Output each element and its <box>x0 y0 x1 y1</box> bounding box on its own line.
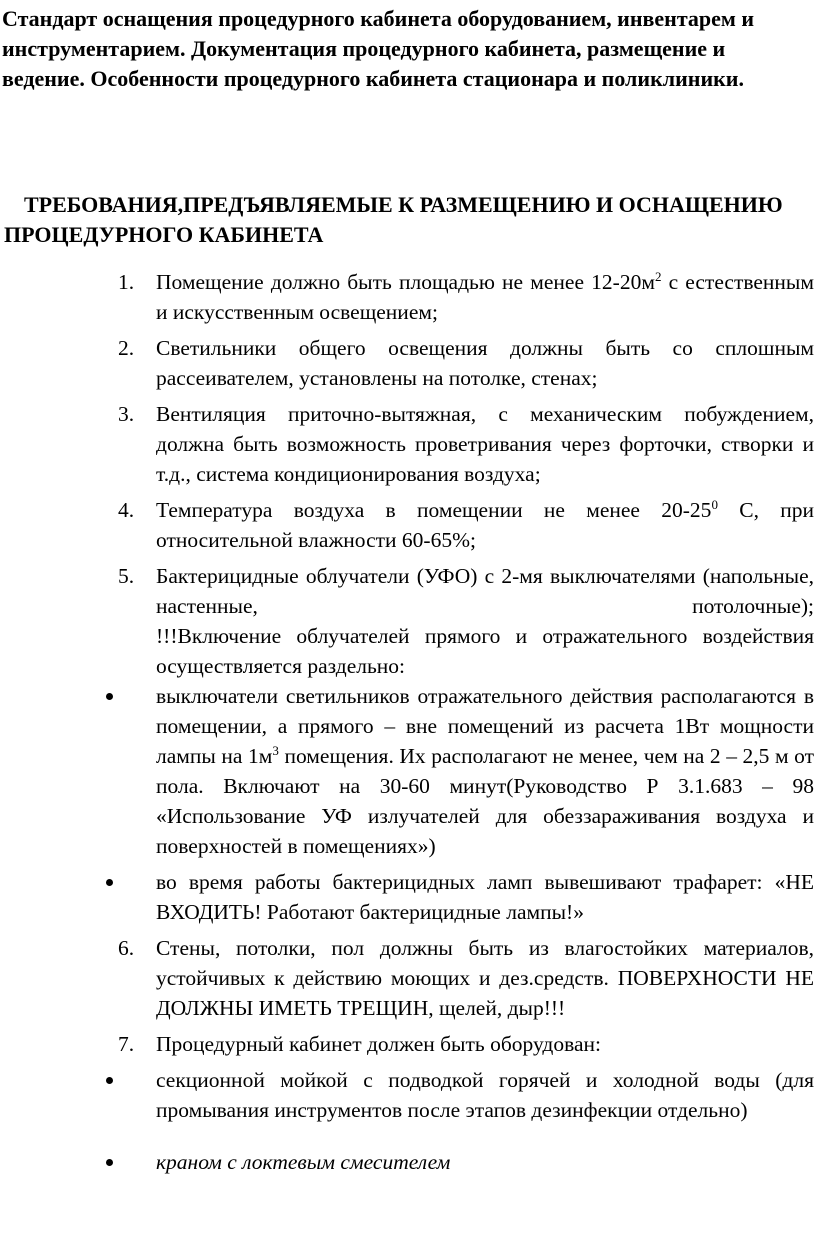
item-text: Процедурный кабинет должен быть оборудован: <box>156 1032 601 1056</box>
superscript: 0 <box>711 496 718 512</box>
document-title: Стандарт оснащения процедурного кабинета оборудованием, инвентарем и инструментарием. Документация процедурного кабинета, размещение и ведение. Особенности процедурного кабинета стационара и поликлиники. <box>2 6 755 91</box>
bullet-text: выключатели светильников отражательного действия располагаются в помещении, а прямого – вне помещений из расчета 1Вт мощности лампы на 1м <box>156 684 814 768</box>
bullet-text: секционной мойкой с подводкой горячей и холодной воды (для промывания инструментов после этапов дезинфекции отдельно) <box>156 1068 814 1122</box>
list-item <box>118 933 814 1023</box>
bullet-text: во время работы бактерицидных ламп вывешивают трафарет: «НЕ ВХОДИТЬ! Работают бактерицидные лампы!» <box>156 870 814 924</box>
item-number: 7. <box>118 1032 135 1056</box>
section-heading: ТРЕБОВАНИЯ,ПРЕДЪЯВЛЯЕМЫЕ К РАЗМЕЩЕНИЮ И ОСНАЩЕНИЮ ПРОЦЕДУРНОГО КАБИНЕТА <box>4 192 783 247</box>
requirements-list <box>118 267 814 1177</box>
item-text: Вентиляция приточно-вытяжная, с механическим побуждением, должна быть возможность проветривания через форточки, створки и т.д., система кондиционирования воздуха; <box>156 402 814 486</box>
item-text: !!!Включение облучателей прямого и отражательного воздействия осуществляется раздельно: <box>156 624 814 678</box>
bullet-item <box>110 1147 814 1177</box>
bullet-text: помещения. Их располагают не менее, чем на 2 – 2,5 м от пола. Включают на 30-60 минут(Руководство Р 3.1.683 – 98 «Использование УФ излучателей для обеззараживания воздуха и поверхностей в помещениях») <box>156 744 814 858</box>
item-text: Стены, потолки, пол должны быть из влагостойких материалов, устойчивых к действию моющих и дез.средств. ПОВЕРХНОСТИ НЕ ДОЛЖНЫ ИМЕТЬ ТРЕЩИН, щелей, дыр!!! <box>156 936 814 1020</box>
item-number: 2. <box>118 336 135 360</box>
bullet-item <box>110 1065 814 1125</box>
item-text: Температура воздуха в помещении не менее 20-25 <box>156 498 712 522</box>
list-item <box>118 495 814 555</box>
item-number: 3. <box>118 402 135 426</box>
item-text: с естественным и искусственным освещением; <box>156 270 814 324</box>
list-item <box>118 561 814 681</box>
superscript: 2 <box>654 268 662 284</box>
item-number: 6. <box>118 936 135 960</box>
bullet-icon <box>106 1077 113 1084</box>
item-text: Бактерицидные облучатели (УФО) с 2-мя выключателями (напольные, настенные, потолочные); <box>156 564 814 618</box>
item-number: 1. <box>118 270 135 294</box>
item-number: 5. <box>118 564 135 588</box>
bullet-icon <box>106 1159 113 1166</box>
list-item <box>118 267 814 327</box>
bullet-text: краном с локтевым смесителем <box>156 1150 451 1174</box>
item-text: С, при относительной влажности 60-65%; <box>156 498 815 552</box>
item-text: Помещение должно быть площадью не менее 12-20м <box>156 270 655 294</box>
list-item <box>118 1029 814 1059</box>
bullet-icon <box>106 879 113 886</box>
bullet-item <box>110 867 814 927</box>
item-number: 4. <box>118 498 135 522</box>
superscript: 3 <box>272 742 279 758</box>
list-item <box>118 333 814 393</box>
item-text: Светильники общего освещения должны быть со сплошным рассеивателем, установлены на потолке, стенах; <box>156 336 814 390</box>
bullet-item <box>110 681 814 861</box>
list-item <box>118 399 814 489</box>
bullet-icon <box>106 693 113 700</box>
